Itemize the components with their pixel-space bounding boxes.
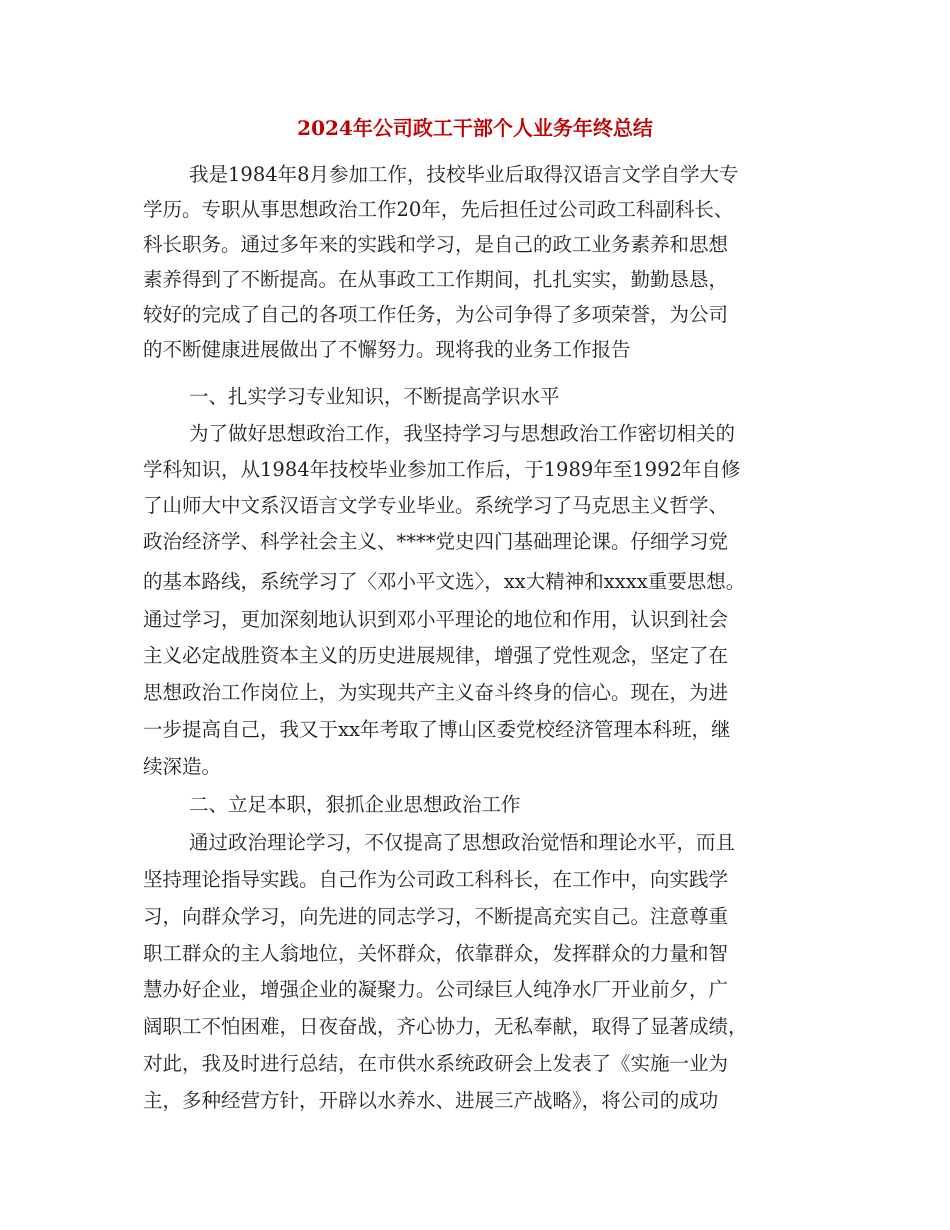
body-line: 科长职务。通过多年来的实践和学习，是自己的政工业务素养和思想 <box>143 233 729 256</box>
body-line: 坚持理论指导实践。自己作为公司政工科科长，在工作中，向实践学 <box>143 868 729 891</box>
body-line: 思想政治工作岗位上，为实现共产主义奋斗终身的信心。现在，为进 <box>143 681 729 704</box>
body-line: 慧办好企业，增强企业的凝聚力。公司绿巨人纯净水厂开业前夕，广 <box>143 978 729 1001</box>
body-line: 阔职工不怕困难，日夜奋战，齐心协力，无私奉献，取得了显著成绩， <box>143 1015 748 1038</box>
body-line: 较好的完成了自己的各项工作任务，为公司争得了多项荣誉，为公司 <box>143 303 729 326</box>
body-line: 职工群众的主人翁地位，关怀群众，依靠群众，发挥群众的力量和智 <box>143 942 729 965</box>
body-line: 通过学习，更加深刻地认识到邓小平理论的地位和作用，认识到社会 <box>143 608 729 631</box>
body-line: 我是1984年8月参加工作，技校毕业后取得汉语言文学自学大专 <box>189 163 739 186</box>
body-line: 素养得到了不断提高。在从事政工工作期间，扎扎实实，勤勤恳恳， <box>143 268 729 291</box>
body-line: 对此，我及时进行总结，在市供水系统政研会上发表了《实施一业为 <box>143 1052 729 1075</box>
body-line: 的不断健康进展做出了不懈努力。现将我的业务工作报告 <box>143 338 631 361</box>
body-line: 续深造。 <box>143 755 222 778</box>
body-line: 通过政治理论学习，不仅提高了思想政治觉悟和理论水平，而且 <box>189 831 736 854</box>
body-line: 了山师大中文系汉语言文学专业毕业。系统学习了马克思主义哲学、 <box>143 494 729 517</box>
body-line: 政治经济学、科学社会主义、****党史四门基础理论课。仔细学习党 <box>143 530 729 553</box>
body-line: 学历。专职从事思想政治工作20年，先后担任过公司政工科副科长、 <box>143 198 734 221</box>
body-line: 主义必定战胜资本主义的历史进展规律，增强了党性观念，坚定了在 <box>143 644 729 667</box>
body-line: 一步提高自己，我又于xx年考取了博山区委党校经济管理本科班，继 <box>143 718 731 741</box>
body-line: 习，向群众学习，向先进的同志学习，不断提高充实自己。注意尊重 <box>143 905 729 928</box>
section-heading: 二、立足本职，狠抓企业思想政治工作 <box>189 793 521 816</box>
body-line: 的基本路线，系统学习了〈邓小平文选〉，xx大精神和xxxx重要思想。 <box>143 570 746 593</box>
body-line: 主，多种经营方针，开辟以水养水、进展三产战略》，将公司的成功 <box>143 1089 719 1112</box>
document-title: 2024年公司政工干部个人业务年终总结 <box>297 116 653 140</box>
section-heading: 一、扎实学习专业知识，不断提高学识水平 <box>189 385 560 408</box>
body-line: 为了做好思想政治工作，我坚持学习与思想政治工作密切相关的 <box>189 422 736 445</box>
body-line: 学科知识，从1984年技校毕业参加工作后，于1989年至1992年自修 <box>143 458 741 481</box>
